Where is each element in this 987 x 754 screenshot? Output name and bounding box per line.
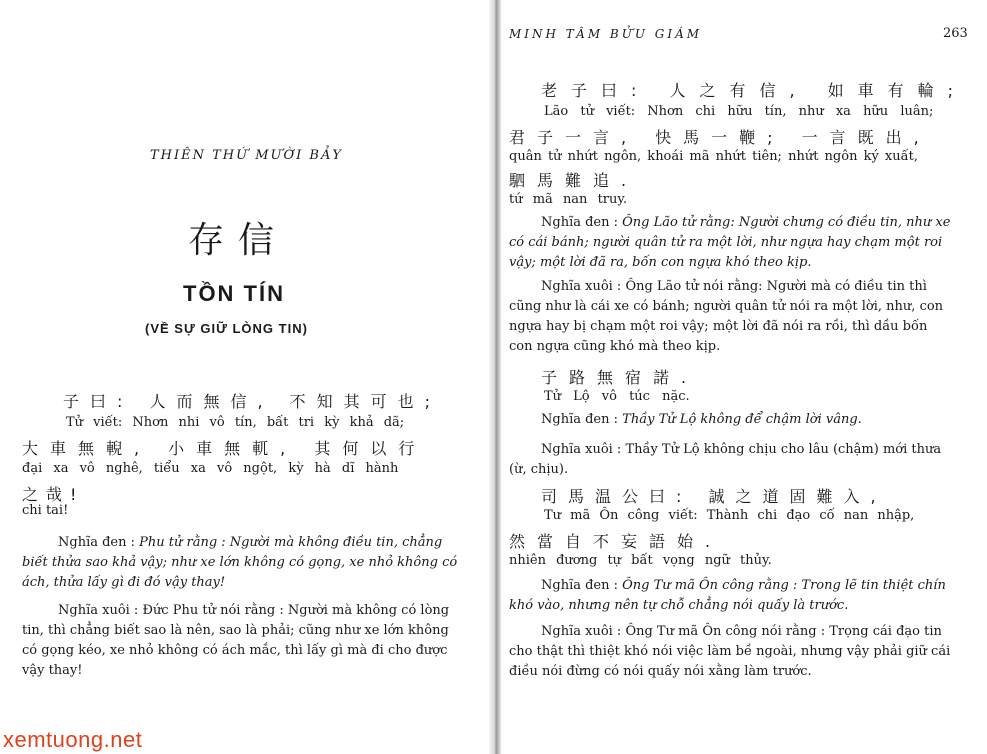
literal-label: Nghĩa đen : (541, 215, 619, 230)
plain-meaning-2 (509, 440, 953, 480)
chinese-line-2: 大車無輗, 小車無軏, 其何以行 (22, 439, 427, 458)
literal-meaning-3 (509, 576, 953, 616)
literal-label: Nghĩa đen : (541, 412, 619, 427)
plain-meaning-3 (509, 622, 953, 682)
book-gutter (489, 0, 501, 754)
plain-text: Đức Phu tử nói rằng : Người mà không có lòng tin, thì chẳng biết sao là nên, sao là phải; cũng như xe lớn không có gọng kéo, xe nhỏ không có ách mắc, thì lấy gì mà đi cho được vậy thay! (22, 603, 450, 678)
page-number: 263 (943, 26, 968, 41)
plain-text: Ông Tư mã Ôn công nói rằng : Trọng cái đạo tin cho thật thì thiệt khó nói việc làm bề ngoài, nhưng vậy phải giữ cái điều nói đừng có nói quấy nói xằng làm trước. (509, 624, 951, 679)
chinese-title: 存信 (188, 220, 289, 261)
plain-label: Nghĩa xuôi : (58, 603, 139, 618)
chinese-line-4: 子路無宿諾. (541, 368, 699, 387)
reading-line-2: quân tử nhứt ngôn, khoái mã nhứt tiên; nhứt ngôn ký xuất, (509, 149, 918, 164)
literal-text: Ông Tư mã Ôn công rằng : Trong lẽ tin thiệt chín khó vào, nhưng nên tự chỗ chẳng nói quấy là trước. (509, 578, 946, 613)
chinese-line-6: 然當自不妄語始. (509, 532, 723, 551)
literal-meaning (22, 533, 462, 593)
reading-line-6: nhiên đương tự bất vọng ngữ thủy. (509, 553, 772, 568)
reading-line-3: chi tai! (22, 503, 69, 518)
chinese-line-1: 老子曰: 人之有信, 如車有輪; (541, 81, 968, 100)
site-watermark: xemtuong.net (3, 727, 143, 752)
chinese-line-5: 司馬温公曰: 誠之道固難入, (541, 487, 887, 506)
reading-line-1: Tử viết: Nhơn nhi vô tín, bất tri kỳ khả dã; (66, 415, 405, 430)
literal-label: Nghĩa đen : (541, 578, 619, 593)
page-title: TỒN TÍN (183, 281, 285, 306)
chinese-line-3: 駟馬難追. (509, 171, 639, 190)
literal-label: Nghĩa đen : (58, 535, 136, 550)
reading-line-5: Tư mã Ôn công viết: Thành chi đạo cố nan nhập, (544, 508, 915, 523)
reading-line-2: đại xa vô nghê, tiểu xa vô ngột, kỳ hà dĩ hành (22, 461, 399, 476)
chinese-line-3: 之哉! (22, 485, 85, 504)
plain-meaning (22, 601, 462, 681)
chapter-heading: THIÊN THỨ MƯỜI BẢY (150, 148, 343, 163)
literal-text: Ông Lão tử rằng: Người chưng có điều tin, như xe có cái bánh; người quân tử ra một lời, như ngựa hay chạm một roi vậy; một lời đã ra, bốn con ngựa khó theo kịp. (509, 215, 951, 270)
literal-meaning-2 (509, 410, 953, 430)
chinese-line-1: 子曰: 人而無信, 不知其可也; (63, 392, 442, 411)
reading-line-1: Lão tử viết: Nhơn chi hữu tín, như xa hữu luân; (544, 104, 934, 119)
literal-text: Thầy Tử Lộ không để chậm lời vâng. (618, 412, 862, 427)
plain-label: Nghĩa xuôi : (541, 442, 622, 457)
plain-label: Nghĩa xuôi : (541, 624, 622, 639)
plain-text: Ông Lão tử nói rằng: Người mà có điều tin thì cũng như là cái xe có bánh; người quân tử nói ra một lời, như, con ngựa hay bị chạm một roi vậy; một lời đã nói ra rồi, thì dầu bốn con ngựa cũng khó mà theo kịp. (509, 279, 944, 354)
plain-label: Nghĩa xuôi : (541, 279, 622, 294)
reading-line-3: tứ mã nan truy. (509, 192, 628, 207)
plain-text: Thầy Tử Lộ không chịu cho lâu (chậm) mới thưa (ừ, chịu). (509, 442, 942, 477)
plain-meaning-1 (509, 277, 953, 357)
running-head: MINH TÂM BỬU GIÁM (509, 27, 703, 41)
literal-meaning-1 (509, 213, 953, 273)
page-subtitle: (VỀ SỰ GIỮ LÒNG TIN) (145, 321, 308, 336)
left-page (0, 0, 489, 754)
chinese-line-2: 君子一言, 快馬一鞭; 一言既出, (509, 128, 931, 147)
right-page (501, 0, 987, 754)
literal-text: Phu tử rằng : Người mà không điều tin, chẳng biết thửa sao khả vậy; như xe lớn không có gọng, xe nhỏ không có ách, thửa lấy gì đi đó vậy thay! (22, 535, 458, 590)
reading-line-4: Tử Lộ vô túc nặc. (544, 389, 690, 404)
